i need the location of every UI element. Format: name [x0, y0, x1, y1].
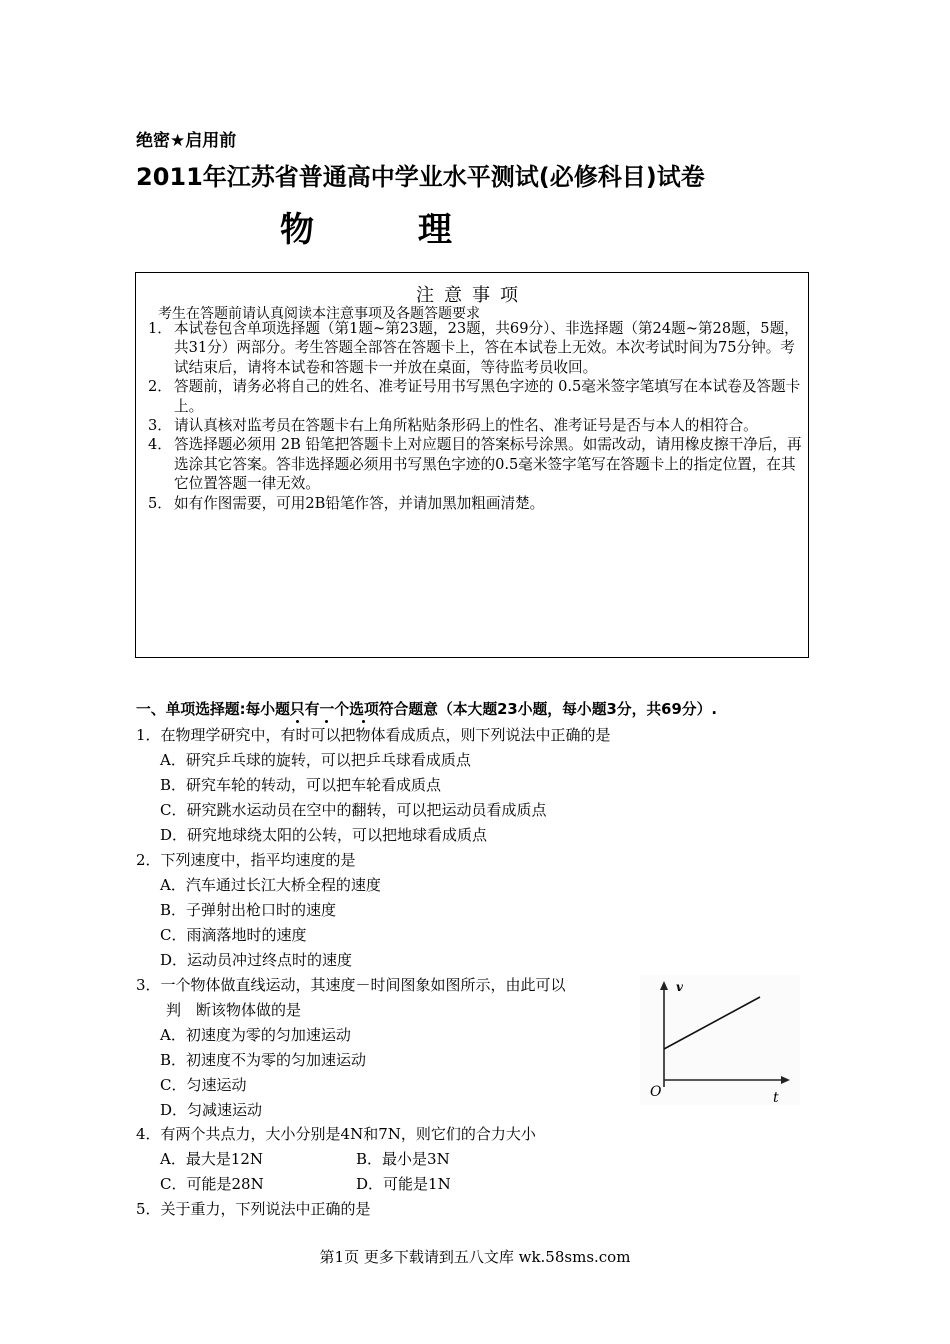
emphasis-char: 选项: [349, 701, 379, 718]
notice-item-text: 如有作图需要，可用2B铅笔作答，并请加黑加粗画清楚。: [174, 494, 545, 512]
option-3b: B．初速度不为零的匀加速运动: [160, 1051, 367, 1069]
notice-box: [135, 272, 809, 658]
notice-item-text: 答题前，请务必将自己的姓名、准考证号用书写黑色字迹的 0.5毫米签字笔填写在本试卷及答题卡上。: [174, 378, 801, 415]
notice-item-number: 3．: [148, 417, 172, 435]
option-4c: C．可能是28N: [160, 1175, 264, 1193]
question-2: 2．下列速度中，指平均速度的是: [136, 851, 356, 869]
emphasis-char: 一: [319, 701, 335, 718]
option-1b: B．研究车轮的转动，可以把车轮看成质点: [160, 776, 442, 794]
question-1: 1．在物理学研究中，有时可以把物体看成质点，则下列说法中正确的是: [136, 726, 611, 744]
notice-item: [148, 377, 808, 416]
notice-item-text: 答选择题必须用 2B 铅笔把答题卡上对应题目的答案标号涂黑。如需改动，请用橡皮擦干净后，再选涂其它答案。答非选择题必须用书写黑色字迹的0.5毫米签字笔写在答题卡上的指定位置，在其它位置答题一律无效。: [174, 436, 802, 493]
notice-intro: 考生在答题前请认真阅读本注意事项及各题答题要求: [158, 306, 480, 322]
origin-label: O: [650, 1084, 662, 1100]
exam-title: 2011年江苏省普通高中学业水平测试(必修科目)试卷: [136, 163, 705, 191]
notice-item-number: 2．: [148, 378, 172, 396]
notice-item: [148, 319, 808, 377]
question-5: 5．关于重力，下列说法中正确的是: [136, 1200, 371, 1218]
section-text: 有: [304, 701, 320, 718]
notice-item-text: 本试卷包含单项选择题（第1题~第23题，23题，共69分）、非选择题（第24题~第28题，5题，共31分）两部分。考生答题全部答在答题卡上，答在本试卷上无效。本次考试时间为75分钟。考试结束后，请将本试卷和答题卡一并放在桌面，等待监考员收回。: [174, 320, 799, 376]
option-2a: A．汽车通过长江大桥全程的速度: [160, 876, 381, 894]
section-prefix: 一、单项选择题:每小题: [136, 701, 290, 718]
velocity-time-graph: [640, 975, 800, 1105]
section-text: 个: [334, 701, 350, 718]
question-3-continued: 判 断该物体做的是: [166, 1001, 302, 1019]
notice-item-text: 请认真核对监考员在答题卡右上角所粘贴条形码上的性名、准考证号是否与本人的相符合。: [174, 417, 758, 435]
notice-item: [148, 416, 808, 435]
question-3: 3．一个物体做直线运动，其速度－时间图象如图所示，由此可以: [136, 976, 566, 994]
option-2b: B．子弹射出枪口时的速度: [160, 901, 337, 919]
notice-item-number: 5．: [148, 494, 172, 512]
emphasis-char: 只: [289, 701, 305, 718]
notice-list: [148, 319, 808, 513]
option-1a: A．研究乒乓球的旋转，可以把乒乓球看成质点: [160, 751, 471, 769]
option-4d: D．可能是1N: [356, 1175, 451, 1193]
section-heading: [136, 698, 717, 719]
notice-item: [148, 494, 808, 513]
t-label: t: [773, 1090, 779, 1105]
option-4b: B．最小是3N: [356, 1150, 450, 1168]
page-footer: 第1页 更多下载请到五八文库 wk.58sms.com: [319, 1248, 631, 1266]
confidential-label: 绝密★启用前: [136, 131, 237, 151]
subject-title: 物 理: [280, 210, 498, 250]
option-4a: A．最大是12N: [160, 1150, 264, 1168]
option-1c: C．研究跳水运动员在空中的翻转，可以把运动员看成质点: [160, 801, 547, 819]
option-3a: A．初速度为零的匀加速运动: [160, 1026, 351, 1044]
notice-item: [148, 435, 808, 493]
question-4: 4．有两个共点力，大小分别是4N和7N，则它们的合力大小: [136, 1125, 536, 1143]
notice-item-number: 4．: [148, 436, 172, 454]
notice-item-number: 1．: [148, 320, 172, 337]
option-1d: D．研究地球绕太阳的公转，可以把地球看成质点: [160, 826, 488, 844]
option-3d: D．匀减速运动: [160, 1101, 263, 1119]
option-2d: D．运动员冲过终点时的速度: [160, 951, 353, 969]
notice-title: 注意事项: [416, 285, 528, 306]
option-3c: C．匀速运动: [160, 1076, 247, 1094]
option-2c: C．雨滴落地时的速度: [160, 926, 307, 944]
section-suffix: 符合题意（本大题23小题，每小题3分，共69分）.: [378, 701, 717, 718]
v-label: v: [676, 980, 683, 994]
